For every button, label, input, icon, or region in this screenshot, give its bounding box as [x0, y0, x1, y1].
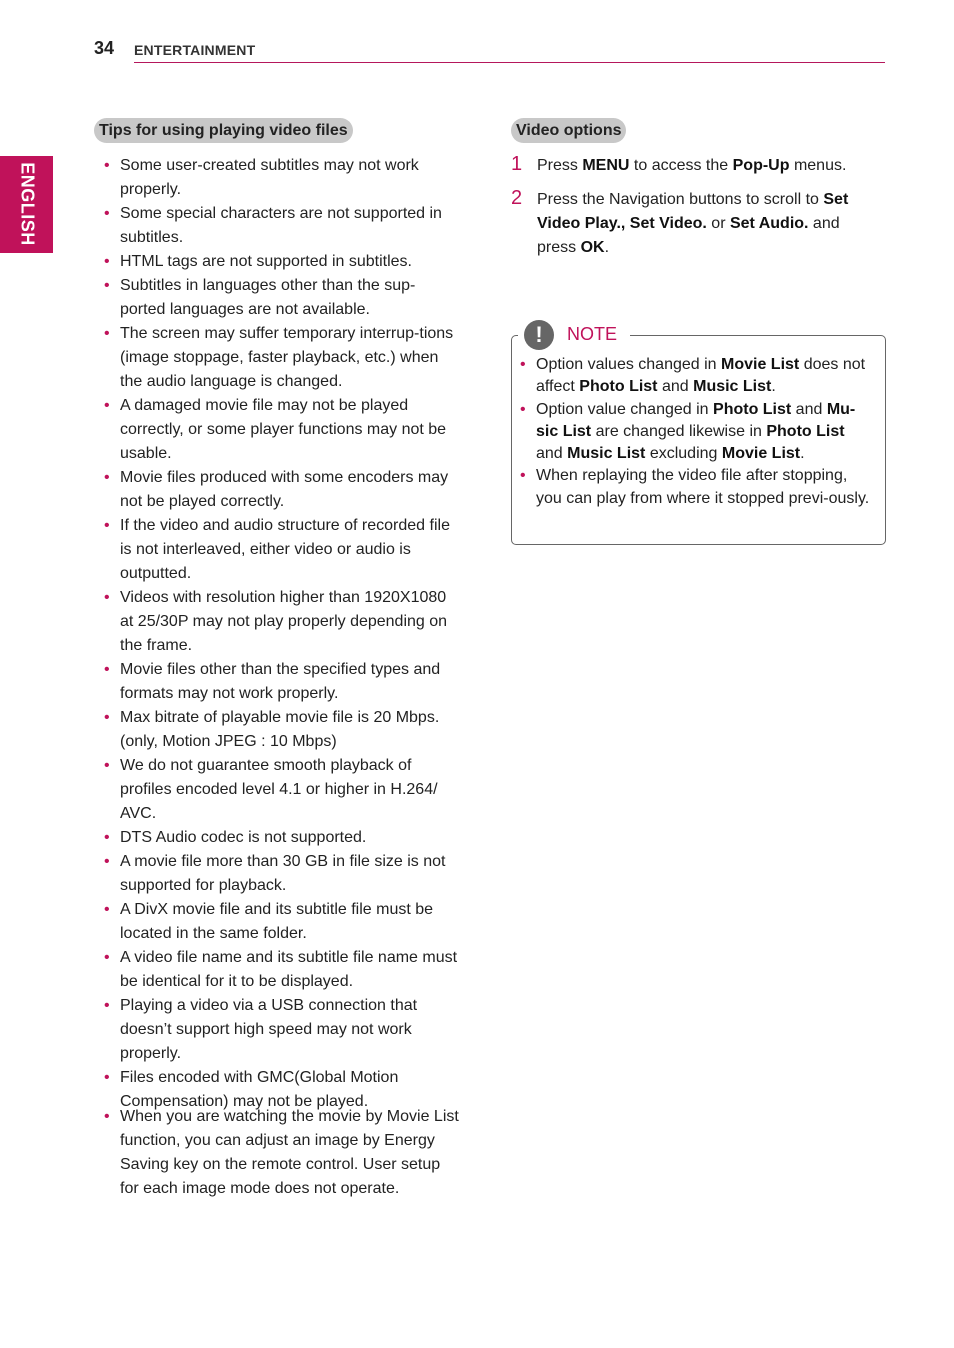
- list-item: • Playing a video via a USB connection that doesn’t support high speed may not work properly.: [104, 994, 460, 1066]
- video-options-heading: Video options: [511, 118, 626, 143]
- list-item: • Some user-created subtitles may not work properly.: [104, 154, 460, 202]
- bold-term: Music List: [567, 445, 646, 463]
- text-run: and: [791, 400, 827, 418]
- step-number: 2: [511, 187, 523, 209]
- list-item: • A movie file more than 30 GB in file size is not supported for playback.: [104, 850, 460, 898]
- text-run: and: [657, 378, 694, 396]
- list-item: [520, 399, 872, 466]
- bold-term: MENU: [582, 157, 630, 174]
- text-run: .: [604, 239, 610, 256]
- text-run: menus.: [789, 157, 847, 174]
- bold-term: Photo List: [766, 422, 845, 440]
- text-run: or: [706, 215, 730, 232]
- bold-term: Set Video Play., Set Video.: [537, 191, 849, 232]
- list-item: • Subtitles in languages other than the sup-ported languages are not available.: [104, 274, 460, 322]
- list-item: • Max bitrate of playable movie file is 20 Mbps. (only, Motion JPEG : 10 Mbps): [104, 706, 460, 754]
- list-item: • When you are watching the movie by Movie List function, you can adjust an image by Energy Saving key on the remote control. User setup for each image mode does not operate.: [104, 1105, 460, 1201]
- step-2: [511, 188, 871, 260]
- list-item: [520, 354, 872, 399]
- section-title: ENTERTAINMENT: [134, 42, 256, 58]
- text-run: Option values changed in: [536, 356, 722, 373]
- text-run: does not affect: [536, 356, 866, 396]
- bold-term: Music List: [693, 378, 772, 396]
- tips-list: [104, 154, 460, 1201]
- page-number: 34: [94, 38, 115, 58]
- list-item: • Movie files other than the specified types and formats may not work properly.: [104, 658, 460, 706]
- bold-term: Movie List: [721, 356, 800, 373]
- text-run: Press the Navigation buttons to scroll to: [537, 191, 824, 208]
- list-item: • A damaged movie file may not be played correctly, or some player functions may not be usable.: [104, 394, 460, 466]
- text-run: are changed likewise in: [591, 422, 767, 440]
- header-divider: [134, 62, 885, 63]
- note-label: NOTE: [567, 324, 618, 344]
- note-header: [518, 318, 630, 352]
- bold-term: Mu-sic List: [536, 400, 856, 440]
- text-run: excluding: [645, 445, 722, 463]
- step-1: [511, 154, 871, 178]
- note-list: [520, 354, 872, 510]
- text-run: Press: [537, 157, 583, 174]
- text-run: to access the: [629, 157, 733, 174]
- list-item: • The screen may suffer temporary interrup-tions (image stoppage, faster playback, etc.) when the audio language is changed.: [104, 322, 460, 394]
- list-item: • Some special characters are not supported in subtitles.: [104, 202, 460, 250]
- language-tab-label: ENGLISH: [17, 162, 38, 246]
- bold-term: Photo List: [579, 378, 658, 396]
- text-run: .: [800, 445, 805, 463]
- list-item: • A DivX movie file and its subtitle file must be located in the same folder.: [104, 898, 460, 946]
- text-run: .: [771, 378, 776, 396]
- list-item: • A video file name and its subtitle file name must be identical for it to be displayed.: [104, 946, 460, 994]
- step-text: [537, 154, 871, 178]
- bold-term: Pop-Up: [732, 157, 790, 174]
- step-number: 1: [511, 153, 523, 175]
- list-item: • DTS Audio codec is not supported.: [104, 826, 460, 850]
- text-run: and: [536, 445, 568, 463]
- bold-term: OK: [580, 239, 605, 256]
- list-item: • HTML tags are not supported in subtitles.: [104, 250, 460, 274]
- bold-term: Movie List: [721, 445, 801, 463]
- list-item: • Videos with resolution higher than 1920X1080 at 25/30P may not play properly depending on the frame.: [104, 586, 460, 658]
- text-run: When replaying the video file after stopping, you can play from where it stopped previ-ously.: [536, 467, 870, 507]
- text-run: and press: [537, 215, 840, 256]
- list-item: • Files encoded with GMC(Global Motion Compensation) may not be played.: [104, 1066, 460, 1114]
- list-item: • We do not guarantee smooth playback of profiles encoded level 4.1 or higher in H.264/ AVC.: [104, 754, 460, 826]
- list-item: • If the video and audio structure of recorded file is not interleaved, either video or audio is outputted.: [104, 514, 460, 586]
- language-tab: [0, 156, 53, 253]
- exclamation-icon: !: [524, 320, 554, 350]
- bold-term: Photo List: [713, 400, 792, 418]
- text-run: Option value changed in: [536, 400, 714, 418]
- list-item: [520, 465, 872, 510]
- list-item: • Movie files produced with some encoders may not be played correctly.: [104, 466, 460, 514]
- step-text: [537, 188, 871, 260]
- tips-heading: Tips for using playing video files: [94, 118, 353, 143]
- bold-term: Set Audio.: [729, 215, 809, 232]
